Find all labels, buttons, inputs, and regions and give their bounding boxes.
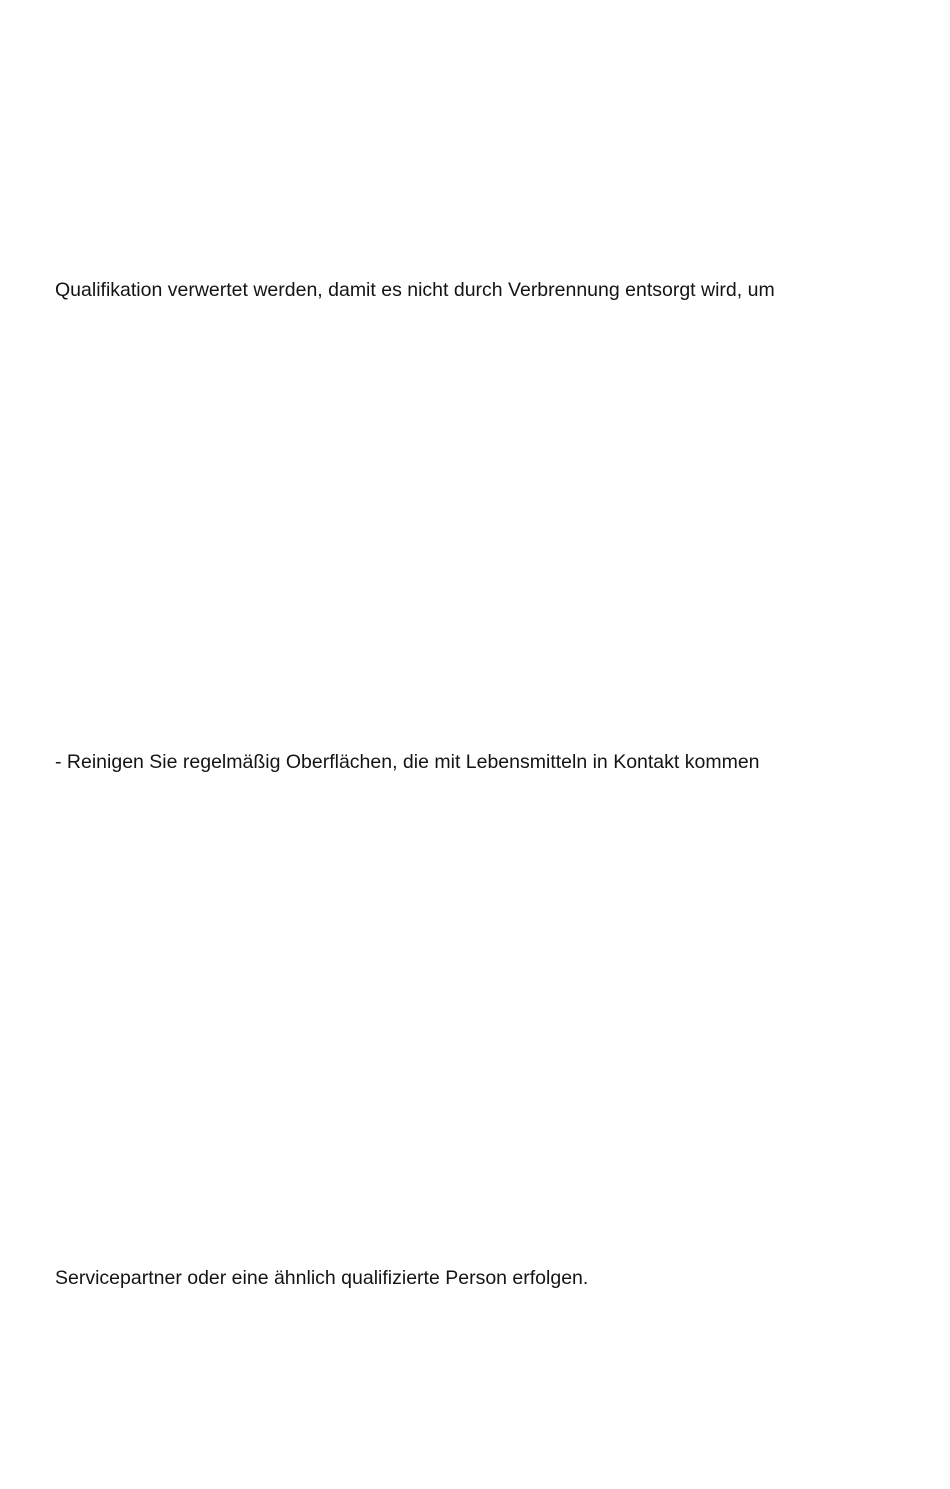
document-line-1: Qualifikation verwertet werden, damit es nicht durch Verbrennung entsorgt wird, um xyxy=(55,279,775,301)
document-line-3: Servicepartner oder eine ähnlich qualifizierte Person erfolgen. xyxy=(55,1267,589,1289)
document-line-2: - Reinigen Sie regelmäßig Oberflächen, die mit Lebensmitteln in Kontakt kommen xyxy=(55,751,760,773)
